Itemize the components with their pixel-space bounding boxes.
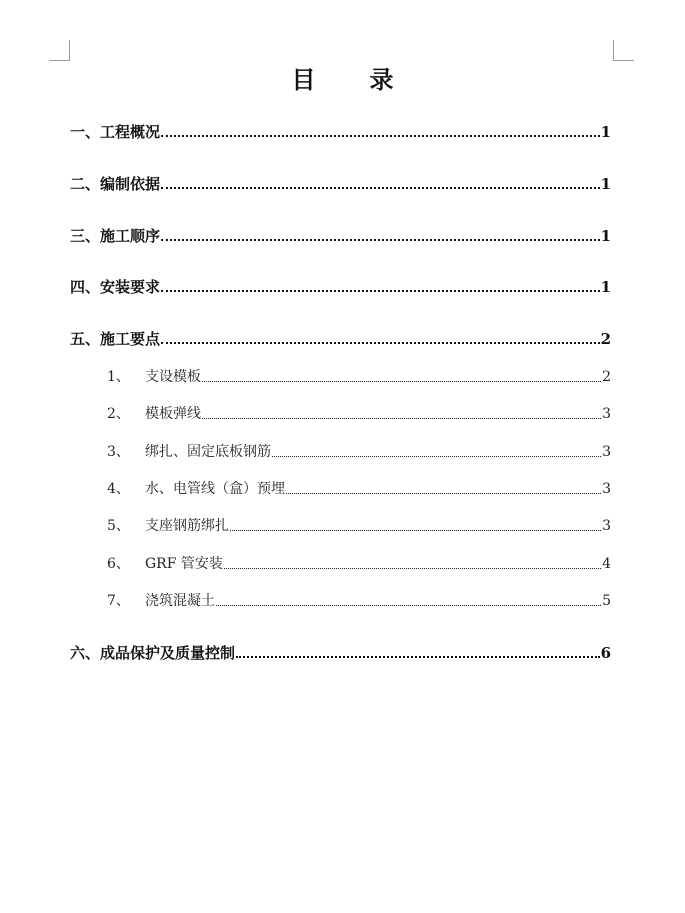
toc-page-number: 6 [600,644,611,662]
page-corner-mark-top-right [613,40,634,61]
toc-page-number: 3 [602,481,611,497]
toc-entry-number: 6、 [107,556,130,572]
toc-entry-title: GRF 管安装 [145,556,223,572]
toc-subentry-6[interactable] [107,552,611,574]
toc-dot-leader [286,493,601,494]
toc-page-number: 1 [600,278,611,296]
toc-entry-title: 施工顺序 [100,227,161,245]
toc-dot-leader [224,568,601,569]
toc-page-number: 1 [600,175,611,193]
toc-entry-title: 支设模板 [145,369,201,385]
toc-subentry-5[interactable] [107,514,611,536]
toc-page-number: 3 [602,518,611,534]
toc-entry-number: 四、 [70,278,101,296]
toc-dot-leader [202,418,601,419]
toc-entry-number: 二、 [70,175,101,193]
toc-page-number: 3 [602,406,611,422]
toc-page-number: 2 [600,330,611,348]
toc-dot-leader [161,135,600,137]
toc-dot-leader [236,656,600,658]
toc-entry-number: 三、 [70,227,101,245]
toc-page-number: 5 [602,593,611,609]
toc-subentry-4[interactable] [107,477,611,499]
toc-entry-1[interactable] [70,120,611,142]
toc-entry-number: 六、 [70,644,101,662]
toc-entry-title: 支座钢筋绑扎 [145,518,229,534]
toc-entry-number: 1、 [107,369,130,385]
toc-page-number: 3 [602,444,611,460]
toc-dot-leader [272,456,601,457]
toc-entry-title: 施工要点 [100,330,161,348]
toc-entry-title: 成品保护及质量控制 [100,644,236,662]
toc-page-number: 1 [600,227,611,245]
toc-entry-number: 7、 [107,593,130,609]
toc-entry-5[interactable] [70,327,611,349]
toc-subentry-1[interactable] [107,365,611,387]
toc-dot-leader [230,530,601,531]
toc-page-number: 1 [600,123,611,141]
toc-title: 目录 [291,65,448,94]
toc-subentry-3[interactable] [107,440,611,462]
toc-entry-number: 五、 [70,330,101,348]
toc-entry-title: 绑扎、固定底板钢筋 [145,444,271,460]
toc-entry-3[interactable] [70,224,611,246]
toc-entry-title: 安装要求 [100,278,161,296]
toc-entry-number: 5、 [107,518,130,534]
toc-subentry-2[interactable] [107,402,611,424]
toc-dot-leader [202,381,601,382]
toc-entry-title: 编制依据 [100,175,161,193]
toc-dot-leader [161,239,600,241]
page-corner-mark-top-left [49,40,70,61]
toc-entry-title: 水、电管线（盒）预埋 [145,481,285,497]
toc-entry-number: 2、 [107,406,130,422]
toc-entry-number: 3、 [107,444,130,460]
toc-entry-title: 工程概况 [100,123,161,141]
toc-dot-leader [161,290,600,292]
toc-entry-4[interactable] [70,275,611,297]
toc-entry-number: 一、 [70,123,101,141]
toc-entry-2[interactable] [70,172,611,194]
toc-entry-number: 4、 [107,481,130,497]
toc-page-number: 2 [602,369,611,385]
toc-entry-6[interactable] [70,641,611,663]
toc-dot-leader [161,187,600,189]
toc-entry-title: 浇筑混凝土 [145,593,215,609]
toc-page-number: 4 [602,556,611,572]
toc-subentry-7[interactable] [107,589,611,611]
toc-dot-leader [161,342,600,344]
toc-entry-title: 模板弹线 [145,406,201,422]
toc-dot-leader [216,605,601,606]
